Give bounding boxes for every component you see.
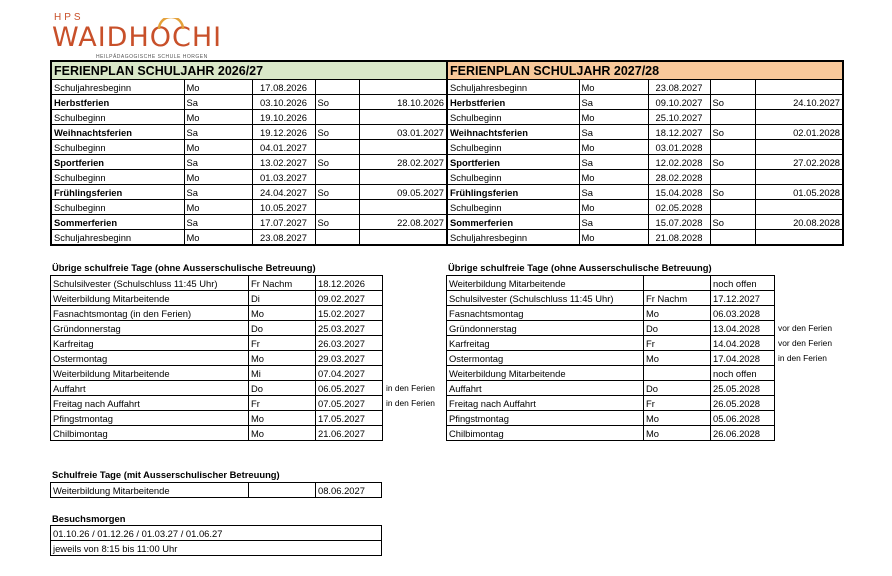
table-row [51, 396, 446, 411]
table-cell [383, 426, 446, 441]
table-row [447, 125, 843, 140]
table-cell: Sa [184, 185, 252, 200]
table-cell: in den Ferien [778, 353, 827, 363]
table-cell: 07.05.2027 [316, 396, 383, 411]
table-cell: Sa [184, 155, 252, 170]
table-cell: Mo [249, 351, 316, 366]
table-cell: Do [249, 381, 316, 396]
table-cell: Weiterbildung Mitarbeitende [51, 366, 249, 381]
table-cell [755, 200, 843, 215]
table-cell: Mo [579, 80, 648, 95]
logo-name: WAIDHOCHI [52, 22, 223, 53]
school-logo [52, 12, 242, 60]
table-row [51, 526, 382, 541]
table-row [447, 276, 843, 291]
table-row [447, 95, 843, 110]
table-cell: Mo [184, 80, 252, 95]
table-cell [710, 80, 755, 95]
table-cell: Mo [579, 110, 648, 125]
table-cell: 01.05.2028 [755, 185, 843, 200]
table-cell: Mo [184, 140, 252, 155]
table-cell: Weiterbildung Mitarbeitende [447, 276, 644, 291]
table-cell [315, 230, 359, 246]
table-cell: Mo [184, 200, 252, 215]
table-cell: Sportferien [447, 155, 579, 170]
table-cell: 09.10.2027 [648, 95, 710, 110]
table-row [447, 140, 843, 155]
table-cell: 17.04.2028 [711, 351, 775, 366]
table-cell: Mo [579, 230, 648, 246]
table-cell [359, 140, 447, 155]
table-cell: 15.02.2027 [316, 306, 383, 321]
logo-subtitle: HEILPÄDAGOGISCHE SCHULE HORGEN [96, 54, 208, 60]
table-cell [710, 200, 755, 215]
table-cell: Ostermontag [51, 351, 249, 366]
table-row [51, 140, 447, 155]
table-cell [249, 483, 316, 498]
table-row [51, 351, 446, 366]
table-row [447, 215, 843, 230]
table-cell: Weihnachtsferien [447, 125, 579, 140]
table-cell: Mo [644, 426, 711, 441]
table-cell: 21.06.2027 [316, 426, 383, 441]
table-row [447, 80, 843, 95]
table-cell: jeweils von 8:15 bis 11:00 Uhr [51, 541, 382, 556]
table-cell [644, 276, 711, 291]
table-cell: So [315, 95, 359, 110]
table-cell: Sa [579, 155, 648, 170]
table-cell: So [315, 155, 359, 170]
table-cell [775, 411, 843, 426]
table-cell: 17.08.2026 [252, 80, 315, 95]
table-row [447, 170, 843, 185]
table-row [447, 366, 843, 381]
table-row [447, 336, 843, 351]
table-row [447, 230, 843, 246]
table-cell: Schulbeginn [51, 140, 184, 155]
table-cell [710, 140, 755, 155]
table-row [447, 351, 843, 366]
table-cell [775, 396, 843, 411]
table-cell: Fr Nachm [249, 276, 316, 291]
table-cell: 07.04.2027 [316, 366, 383, 381]
table-cell: 02.01.2028 [755, 125, 843, 140]
table-cell: So [710, 155, 755, 170]
table-cell: 18.10.2026 [359, 95, 447, 110]
table-cell: Do [249, 321, 316, 336]
table-row [51, 170, 447, 185]
table-cell: 19.10.2026 [252, 110, 315, 125]
table-cell: Gründonnerstag [447, 321, 644, 336]
table-cell: 20.08.2028 [755, 215, 843, 230]
table-cell [383, 321, 446, 336]
table-row [51, 200, 447, 215]
table-cell: Chilbimontag [51, 426, 249, 441]
table-cell: in den Ferien [386, 383, 435, 393]
table-cell: Mo [644, 351, 711, 366]
table-cell: Sa [579, 95, 648, 110]
table-cell: 23.08.2027 [648, 80, 710, 95]
table-cell: 17.12.2027 [711, 291, 775, 306]
table-cell: Sa [579, 185, 648, 200]
table-cell [775, 381, 843, 396]
table-cell [383, 276, 446, 291]
table-cell: noch offen [711, 276, 775, 291]
table-cell: 01.10.26 / 01.12.26 / 01.03.27 / 01.06.27 [51, 526, 382, 541]
table-cell: Mo [249, 426, 316, 441]
table-cell: 23.08.2027 [252, 230, 315, 246]
table-cell: Fr [644, 336, 711, 351]
table-cell: Gründonnerstag [51, 321, 249, 336]
table-cell [755, 170, 843, 185]
table-row [51, 381, 446, 396]
table-cell: Auffahrt [447, 381, 644, 396]
table-cell: Sa [579, 215, 648, 230]
table-cell [359, 170, 447, 185]
table-cell [710, 170, 755, 185]
table-row [447, 200, 843, 215]
table-cell: 09.05.2027 [359, 185, 447, 200]
table-cell [383, 291, 446, 306]
table-cell: in den Ferien [386, 398, 435, 408]
table-cell [775, 426, 843, 441]
table-cell: Mo [184, 230, 252, 246]
table-cell: 01.03.2027 [252, 170, 315, 185]
table-cell: Schuljahresbeginn [447, 230, 579, 246]
table-row [447, 426, 843, 441]
table-cell [755, 230, 843, 246]
table-cell: Schulbeginn [447, 200, 579, 215]
table-cell: 15.07.2028 [648, 215, 710, 230]
ferienplan-2026-title: FERIENPLAN SCHULJAHR 2026/27 [51, 61, 447, 80]
table-row [447, 110, 843, 125]
table-cell: Mo [579, 140, 648, 155]
table-cell: 26.05.2028 [711, 396, 775, 411]
table-cell: 08.06.2027 [316, 483, 382, 498]
table-cell: Di [249, 291, 316, 306]
table-cell: 19.12.2026 [252, 125, 315, 140]
table-row [51, 80, 447, 95]
table-cell: Fasnachtsmontag (in den Ferien) [51, 306, 249, 321]
table-cell: Freitag nach Auffahrt [447, 396, 644, 411]
uebrige-right-title: Übrige schulfreie Tage (ohne Ausserschulische Betreuung) [448, 262, 712, 273]
table-cell: 03.01.2028 [648, 140, 710, 155]
table-cell: So [315, 215, 359, 230]
schulfrei-betreuung-table [50, 482, 382, 498]
table-cell: Mo [249, 306, 316, 321]
table-cell: Sa [579, 125, 648, 140]
besuchsmorgen-table [50, 525, 382, 556]
table-row [447, 306, 843, 321]
table-cell: Freitag nach Auffahrt [51, 396, 249, 411]
table-cell: Frühlingsferien [447, 185, 579, 200]
table-row [51, 483, 382, 498]
table-cell [710, 230, 755, 246]
table-cell: Pfingstmontag [447, 411, 644, 426]
table-cell: 09.02.2027 [316, 291, 383, 306]
table-cell [644, 366, 711, 381]
table-cell: Schulsilvester (Schulschluss 11:45 Uhr) [447, 291, 644, 306]
table-cell [710, 110, 755, 125]
table-cell: So [315, 125, 359, 140]
table-row [51, 185, 447, 200]
table-cell: Sa [184, 125, 252, 140]
table-cell: Auffahrt [51, 381, 249, 396]
table-row [447, 291, 843, 306]
table-cell: 29.03.2027 [316, 351, 383, 366]
table-cell: 13.02.2027 [252, 155, 315, 170]
table-row [51, 336, 446, 351]
table-cell: Frühlingsferien [51, 185, 184, 200]
table-cell: 15.04.2028 [648, 185, 710, 200]
table-cell [775, 291, 843, 306]
table-cell: Fr [249, 396, 316, 411]
table-cell: 21.08.2028 [648, 230, 710, 246]
table-cell: Do [644, 321, 711, 336]
table-cell: 25.05.2028 [711, 381, 775, 396]
uebrige-left-table [50, 275, 446, 441]
table-cell: Schuljahresbeginn [51, 80, 184, 95]
table-cell: Herbstferien [51, 95, 184, 110]
table-cell: So [710, 185, 755, 200]
table-cell: Fr [644, 396, 711, 411]
table-cell: Mo [579, 170, 648, 185]
table-row [447, 381, 843, 396]
ferienplan-2027-title: FERIENPLAN SCHULJAHR 2027/28 [447, 61, 843, 80]
table-cell [383, 366, 446, 381]
table-cell: Schulbeginn [447, 170, 579, 185]
logo-prefix: HPS [54, 12, 84, 23]
table-cell: Mi [249, 366, 316, 381]
table-cell: Weiterbildung Mitarbeitende [51, 291, 249, 306]
table-cell [359, 80, 447, 95]
sun-icon [156, 18, 186, 30]
table-row [51, 321, 446, 336]
table-cell: Sportferien [51, 155, 184, 170]
table-row [447, 396, 843, 411]
table-cell: Schulbeginn [447, 140, 579, 155]
table-cell: 12.02.2028 [648, 155, 710, 170]
table-cell: 24.10.2027 [755, 95, 843, 110]
table-cell: 02.05.2028 [648, 200, 710, 215]
table-cell [775, 306, 843, 321]
table-cell: 06.05.2027 [316, 381, 383, 396]
table-cell: Schulbeginn [51, 170, 184, 185]
table-cell: Schulsilvester (Schulschluss 11:45 Uhr) [51, 276, 249, 291]
table-cell: Pfingstmontag [51, 411, 249, 426]
table-row [51, 291, 446, 306]
table-cell: Weihnachtsferien [51, 125, 184, 140]
table-cell: 22.08.2027 [359, 215, 447, 230]
table-row [51, 411, 446, 426]
table-cell [775, 366, 843, 381]
table-cell: 25.10.2027 [648, 110, 710, 125]
table-row [447, 321, 843, 336]
table-cell: Schulbeginn [51, 110, 184, 125]
table-cell: So [710, 95, 755, 110]
table-cell: 03.10.2026 [252, 95, 315, 110]
table-row [447, 185, 843, 200]
table-cell: 18.12.2026 [316, 276, 383, 291]
table-cell [775, 276, 843, 291]
table-cell: 28.02.2028 [648, 170, 710, 185]
table-cell: So [710, 215, 755, 230]
table-cell [383, 306, 446, 321]
table-cell: Weiterbildung Mitarbeitende [447, 366, 644, 381]
table-cell: Schuljahresbeginn [447, 80, 579, 95]
table-row [51, 155, 447, 170]
table-cell: Mo [644, 411, 711, 426]
table-cell [315, 140, 359, 155]
table-cell [755, 80, 843, 95]
table-row [51, 426, 446, 441]
table-cell: Mo [579, 200, 648, 215]
table-cell: 27.02.2028 [755, 155, 843, 170]
table-cell: Mo [184, 170, 252, 185]
table-cell [359, 230, 447, 246]
table-cell: Sommerferien [51, 215, 184, 230]
table-row [51, 110, 447, 125]
table-cell: 17.05.2027 [316, 411, 383, 426]
table-cell [359, 110, 447, 125]
table-row [51, 366, 446, 381]
table-cell: Fasnachtsmontag [447, 306, 644, 321]
table-cell: 17.07.2027 [252, 215, 315, 230]
table-cell: Ostermontag [447, 351, 644, 366]
table-row [51, 276, 446, 291]
table-row [51, 230, 447, 246]
table-row [51, 215, 447, 230]
table-cell [383, 351, 446, 366]
table-cell: So [315, 185, 359, 200]
table-cell: 14.04.2028 [711, 336, 775, 351]
table-cell: vor den Ferien [778, 338, 832, 348]
table-cell: Do [644, 381, 711, 396]
table-cell: 10.05.2027 [252, 200, 315, 215]
ferienplan-2026-table [50, 60, 448, 246]
table-row [447, 411, 843, 426]
table-cell: 26.03.2027 [316, 336, 383, 351]
table-cell: Sa [184, 215, 252, 230]
table-cell [383, 336, 446, 351]
table-cell: 13.04.2028 [711, 321, 775, 336]
table-cell: 26.06.2028 [711, 426, 775, 441]
table-cell: Herbstferien [447, 95, 579, 110]
uebrige-left-title: Übrige schulfreie Tage (ohne Ausserschulische Betreuung) [52, 262, 316, 273]
table-row [51, 95, 447, 110]
table-cell [755, 140, 843, 155]
uebrige-right-table [446, 275, 843, 441]
table-cell [383, 411, 446, 426]
besuchsmorgen-title: Besuchsmorgen [52, 513, 126, 524]
table-cell: 06.03.2028 [711, 306, 775, 321]
table-cell: 24.04.2027 [252, 185, 315, 200]
table-cell: 05.06.2028 [711, 411, 775, 426]
table-cell: Sa [184, 95, 252, 110]
table-cell: So [710, 125, 755, 140]
table-cell: Chilbimontag [447, 426, 644, 441]
table-cell: Mo [249, 411, 316, 426]
table-cell: Karfreitag [447, 336, 644, 351]
table-cell [359, 200, 447, 215]
table-cell: Schuljahresbeginn [51, 230, 184, 246]
table-cell: 28.02.2027 [359, 155, 447, 170]
table-cell: Fr [249, 336, 316, 351]
table-cell [315, 170, 359, 185]
table-cell: 18.12.2027 [648, 125, 710, 140]
table-cell: Fr Nachm [644, 291, 711, 306]
table-cell: Weiterbildung Mitarbeitende [51, 483, 249, 498]
table-row [51, 125, 447, 140]
table-cell: Mo [184, 110, 252, 125]
ferienplan-2027-table [446, 60, 844, 246]
table-cell: Schulbeginn [447, 110, 579, 125]
table-cell: noch offen [711, 366, 775, 381]
table-cell: vor den Ferien [778, 323, 832, 333]
table-cell: Mo [644, 306, 711, 321]
table-cell: 03.01.2027 [359, 125, 447, 140]
schulfrei-betreuung-title: Schulfreie Tage (mit Ausserschulischer Betreuung) [52, 469, 280, 480]
table-cell: Karfreitag [51, 336, 249, 351]
table-row [447, 155, 843, 170]
table-cell [315, 80, 359, 95]
table-cell [315, 200, 359, 215]
table-row [51, 541, 382, 556]
table-cell: Schulbeginn [51, 200, 184, 215]
table-cell: Sommerferien [447, 215, 579, 230]
table-cell [315, 110, 359, 125]
table-cell: 04.01.2027 [252, 140, 315, 155]
table-row [51, 306, 446, 321]
table-cell: 25.03.2027 [316, 321, 383, 336]
table-cell [755, 110, 843, 125]
